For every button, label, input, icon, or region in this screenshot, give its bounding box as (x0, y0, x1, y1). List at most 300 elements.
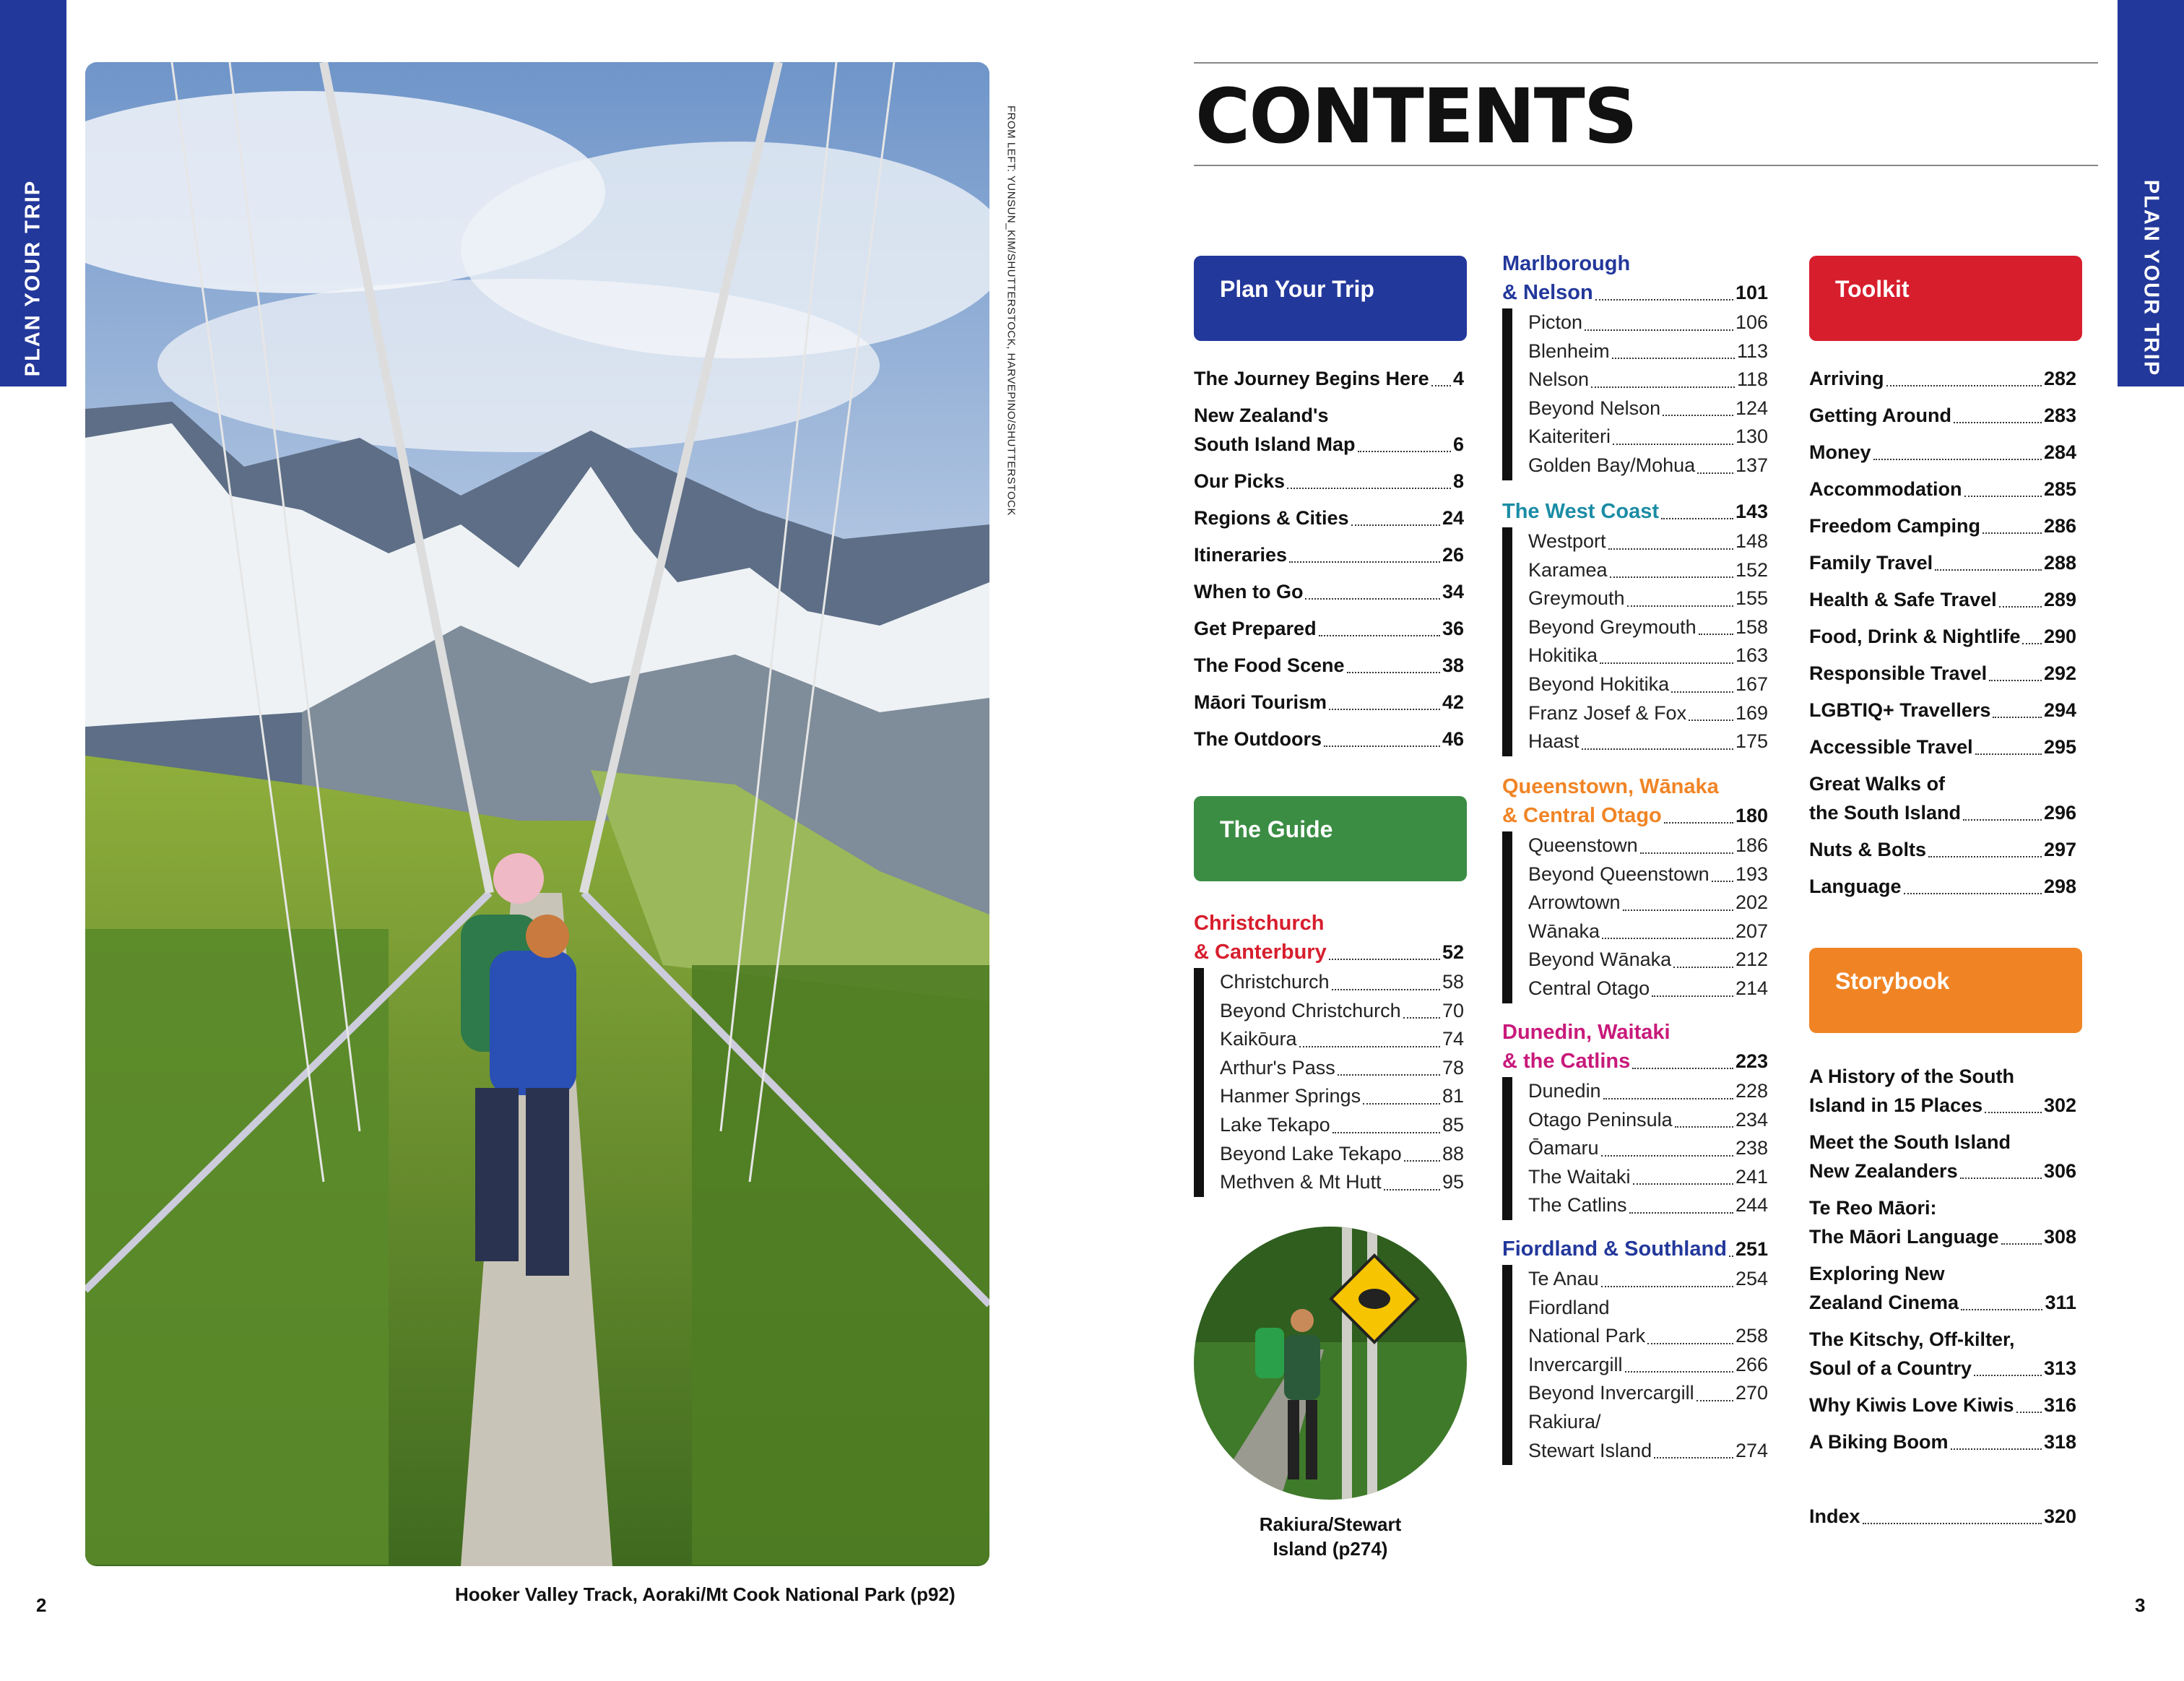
sub-entry-page: 254 (1735, 1268, 1768, 1289)
toc-entry-page: 294 (2043, 699, 2076, 721)
sub-entry-page: 202 (1735, 891, 1768, 914)
dot-leader (1964, 496, 2042, 497)
dot-leader (2022, 643, 2041, 644)
sub-entry-title: National Park (1528, 1325, 1646, 1347)
dot-leader (1873, 459, 2042, 460)
dot-leader (1289, 561, 1440, 563)
sub-entry-title: Arrowtown (1528, 891, 1621, 914)
sub-entry-title: Greymouth (1528, 587, 1625, 610)
region-sub-list (1502, 831, 1768, 1003)
sub-entry-page: 81 (1442, 1085, 1464, 1107)
toc-item (1194, 651, 1464, 680)
dot-leader (1647, 1343, 1733, 1344)
sub-entry[interactable] (1220, 1025, 1464, 1054)
toc-entry-title-line1: Meet the South Island (1809, 1131, 2011, 1153)
sub-entry[interactable] (1220, 997, 1464, 1026)
toc-entry-title-line1: A History of the South (1809, 1066, 2014, 1087)
toc-entry-title: Money (1809, 441, 1871, 463)
sub-entry[interactable] (1528, 975, 1768, 1003)
dot-leader (1601, 1286, 1733, 1287)
toc-item (1194, 614, 1464, 643)
sub-entry[interactable] (1528, 527, 1768, 556)
dot-leader (1712, 881, 1733, 882)
sub-entry[interactable] (1528, 1379, 1768, 1408)
sub-entry-page: 193 (1735, 863, 1768, 885)
toc-entry-page: 284 (2043, 441, 2076, 463)
toc-entry[interactable] (1809, 1091, 2076, 1120)
photo-credit: FROM LEFT: YUNSUN_KIM/SHUTTERSTOCK, HARVEPINO/SHUTTERSTOCK (1005, 105, 1018, 516)
dot-leader (1993, 717, 2042, 718)
toc-entry[interactable] (1809, 696, 2076, 725)
dot-leader (1985, 1112, 2042, 1113)
sub-entry-title: Wānaka (1528, 920, 1600, 942)
toc-entry-page: 42 (1442, 691, 1464, 713)
dot-leader (1351, 524, 1440, 526)
toc-item (1194, 401, 1464, 459)
page-number-right: 3 (2135, 1594, 2146, 1616)
side-tab-right (2118, 0, 2184, 386)
toc-item (1809, 1259, 2076, 1317)
region-heading-title: & the Catlins (1502, 1050, 1631, 1073)
side-tab-left-label: PLAN YOUR TRIP (21, 179, 45, 377)
toc-entry-page: 302 (2043, 1094, 2076, 1116)
toc-entry-title-line1: Te Reo Māori: (1809, 1197, 1937, 1219)
region-heading-title: & Canterbury (1194, 941, 1327, 964)
sub-entry-title: Hokitika (1528, 644, 1598, 667)
sub-entry-page: 175 (1735, 730, 1768, 753)
dot-leader (1332, 989, 1440, 990)
sub-entry-page: 214 (1735, 977, 1768, 999)
sub-entry-title: Franz Josef & Fox (1528, 701, 1687, 724)
sub-entry[interactable] (1528, 831, 1768, 860)
sub-entry-title: Dunedin (1528, 1080, 1601, 1102)
dot-leader (1696, 1400, 1733, 1401)
toc-entry-page: 320 (2043, 1505, 2076, 1527)
sub-entry-page: 270 (1735, 1382, 1768, 1404)
region-heading[interactable] (1502, 497, 1768, 526)
toc-item (1809, 1325, 2076, 1383)
toc-entry-page: 288 (2043, 552, 2076, 574)
toc-entry-page: 308 (2043, 1226, 2076, 1248)
sub-entry-page: 244 (1735, 1194, 1768, 1217)
dot-leader (1664, 822, 1733, 824)
sub-entry[interactable] (1528, 1134, 1768, 1163)
toc-entry[interactable] (1809, 585, 2076, 614)
sub-entry[interactable] (1528, 423, 1768, 451)
sub-entry-title: Golden Bay/Mohua (1528, 454, 1696, 476)
guide-region (1502, 1018, 1768, 1220)
sub-entry-page: 58 (1442, 971, 1464, 993)
sub-entry-page: 169 (1735, 701, 1768, 724)
toc-entry[interactable] (1809, 1427, 2076, 1456)
toc-item (1809, 364, 2076, 393)
sub-entry[interactable] (1528, 556, 1768, 585)
dot-leader (1960, 1177, 2042, 1179)
toc-entry-page: 24 (1442, 507, 1464, 529)
toc-entry[interactable] (1809, 1391, 2076, 1419)
sub-entry-page: 137 (1735, 454, 1768, 476)
sub-entry[interactable] (1528, 699, 1768, 728)
region-heading-title: The West Coast (1502, 500, 1660, 523)
sub-entry-title: Picton (1528, 311, 1583, 333)
region-sub-list (1502, 1265, 1768, 1465)
sub-entry[interactable] (1528, 366, 1768, 394)
sub-entry-page: 155 (1735, 587, 1768, 610)
toc-entry[interactable] (1809, 475, 2076, 504)
region-heading[interactable] (1502, 1235, 1768, 1263)
toc-entry-title: When to Go (1194, 581, 1304, 602)
region-heading[interactable] (1502, 278, 1768, 307)
toc-entry-title: Zealand Cinema (1809, 1292, 1959, 1313)
toc-entry-title: South Island Map (1194, 433, 1356, 455)
sub-entry[interactable] (1528, 860, 1768, 889)
toc-entry-page: 298 (2043, 876, 2076, 897)
sub-entry[interactable] (1528, 584, 1768, 613)
sub-entry-page: 274 (1735, 1439, 1768, 1461)
toc-entry-title: Index (1809, 1505, 1860, 1527)
sub-entry[interactable] (1220, 1054, 1464, 1083)
toc-entry-title: New Zealanders (1809, 1160, 1958, 1182)
region-page: 143 (1735, 501, 1768, 522)
section-the-guide[interactable]: The Guide (1194, 796, 1467, 881)
title-rule (1194, 165, 2098, 166)
region-sub-list (1502, 527, 1768, 756)
toc-entry-page: 6 (1452, 433, 1464, 455)
sub-entry-page: 124 (1735, 397, 1768, 419)
sub-entry-title: Beyond Invercargill (1528, 1382, 1694, 1404)
dot-leader (1299, 1046, 1440, 1047)
dot-leader (1954, 422, 2042, 423)
sub-entry[interactable] (1528, 1106, 1768, 1135)
toc-entry-index[interactable] (1809, 1502, 2076, 1531)
sub-entry-page: 95 (1442, 1171, 1464, 1193)
dot-leader (1975, 753, 2042, 755)
side-tab-left (0, 0, 66, 386)
sub-entry[interactable] (1528, 889, 1768, 917)
toc-item (1194, 467, 1464, 496)
dot-leader (1689, 719, 1733, 721)
toc-entry-title-line1: New Zealand's (1194, 405, 1329, 426)
dot-leader (1632, 1068, 1733, 1069)
page-number-left: 2 (36, 1594, 47, 1616)
dot-leader (1431, 385, 1451, 386)
sub-entry-title: The Waitaki (1528, 1165, 1631, 1188)
sub-entry[interactable] (1528, 308, 1768, 337)
sub-entry[interactable] (1528, 451, 1768, 480)
toc-entry[interactable] (1194, 540, 1464, 569)
sub-entry-title: Kaikōura (1220, 1028, 1297, 1050)
toc-entry-title: Get Prepared (1194, 618, 1317, 639)
sub-entry-title: Invercargill (1528, 1353, 1623, 1375)
toc-entry[interactable] (1194, 577, 1464, 606)
toc-entry-page: 290 (2043, 626, 2076, 647)
toc-entry[interactable] (1194, 651, 1464, 680)
dot-leader (1625, 1371, 1733, 1373)
dot-leader (1663, 415, 1733, 416)
sub-entry-title: Blenheim (1528, 340, 1610, 362)
sub-entry-page: 241 (1735, 1165, 1768, 1188)
section-toolkit[interactable]: Toolkit (1809, 256, 2082, 341)
dot-leader (1601, 1155, 1733, 1157)
sub-entry[interactable] (1528, 670, 1768, 699)
dot-leader (1338, 1074, 1440, 1076)
toc-entry[interactable] (1809, 1288, 2076, 1317)
toc-entry[interactable] (1194, 364, 1464, 393)
sub-entry-title: Karamea (1528, 558, 1608, 581)
toc-entry[interactable] (1194, 725, 1464, 753)
sub-entry-title: Haast (1528, 730, 1580, 753)
toc-entry-title: Island in 15 Places (1809, 1094, 1983, 1116)
top-rule (1194, 62, 2098, 64)
dot-leader (1961, 1309, 2042, 1310)
sub-entry-title: Ōamaru (1528, 1137, 1599, 1159)
toc-entry-title: Accessible Travel (1809, 736, 1973, 758)
toc-item (1809, 401, 2076, 430)
toc-entry-title: A Biking Boom (1809, 1431, 1949, 1453)
sub-entry-page: 118 (1736, 368, 1768, 391)
toc-entry[interactable] (1809, 511, 2076, 540)
toc-item (1809, 733, 2076, 761)
toc-item (1809, 872, 2076, 901)
section-storybook[interactable]: Storybook (1809, 948, 2082, 1033)
toc-entry[interactable] (1809, 835, 2076, 864)
sub-entry-page: 186 (1735, 834, 1768, 856)
toc-entry-page: 282 (2043, 368, 2076, 389)
toc-entry-page: 34 (1442, 581, 1464, 602)
region-heading-line1[interactable]: Queenstown, Wānaka (1502, 775, 1719, 798)
toc-entry[interactable] (1809, 364, 2076, 393)
toc-entry-page: 283 (2043, 405, 2076, 426)
storybook-list (1809, 1062, 2076, 1464)
toc-item (1809, 622, 2076, 651)
dot-leader (1623, 909, 1733, 911)
toc-entry[interactable] (1194, 504, 1464, 532)
dot-leader (1585, 329, 1733, 331)
sub-entry-title: Otago Peninsula (1528, 1108, 1673, 1131)
sub-entry[interactable] (1220, 1168, 1464, 1197)
region-heading[interactable] (1502, 801, 1768, 830)
dot-leader (1404, 1160, 1440, 1162)
region-page: 180 (1735, 805, 1768, 826)
guide-region (1502, 772, 1768, 1003)
sub-entry-title: Hanmer Springs (1220, 1085, 1361, 1107)
toc-entry-page: 295 (2043, 736, 2076, 758)
region-page: 52 (1442, 941, 1464, 963)
toc-entry-page: 296 (2043, 802, 2076, 824)
sub-entry[interactable] (1528, 1265, 1768, 1294)
sub-entry-title-line1: Rakiura/ (1528, 1410, 1601, 1432)
toc-entry[interactable] (1194, 614, 1464, 643)
toc-entry-title: Soul of a Country (1809, 1357, 1972, 1379)
toc-entry[interactable] (1809, 401, 2076, 430)
toc-entry-page: 292 (2043, 662, 2076, 684)
toc-entry[interactable] (1809, 733, 2076, 761)
toc-entry[interactable] (1809, 1354, 2076, 1383)
toc-entry-page: 4 (1452, 368, 1464, 389)
toc-entry-page: 313 (2043, 1357, 2076, 1379)
sub-entry-title: Beyond Queenstown (1528, 863, 1710, 885)
sub-entry-page: 70 (1442, 999, 1464, 1021)
dot-leader (1633, 1183, 1733, 1185)
region-heading-line1[interactable]: Dunedin, Waitaki (1502, 1021, 1670, 1044)
guide-region (1502, 497, 1768, 756)
region-sub-list (1502, 308, 1768, 480)
region-heading-line1[interactable]: Marlborough (1502, 252, 1631, 275)
dot-leader (1627, 605, 1733, 607)
sub-entry[interactable] (1220, 1082, 1464, 1111)
toc-entry-title: Health & Safe Travel (1809, 589, 1997, 610)
dot-leader (1358, 451, 1451, 452)
toc-entry-page: 306 (2043, 1160, 2076, 1182)
region-heading[interactable] (1194, 938, 1464, 967)
toc-entry-title-line1: Great Walks of (1809, 773, 1946, 795)
sub-entry[interactable] (1528, 1163, 1768, 1192)
dot-leader (1697, 472, 1733, 474)
toc-entry-title: Freedom Camping (1809, 515, 1981, 537)
toc-item (1809, 696, 2076, 725)
toc-entry-title: Getting Around (1809, 405, 1951, 426)
sub-entry[interactable] (1528, 727, 1768, 756)
dot-leader (1610, 576, 1733, 578)
toc-item (1809, 1391, 2076, 1419)
dot-leader (1671, 691, 1733, 693)
dot-leader (1287, 488, 1451, 489)
toc-entry-page: 316 (2043, 1394, 2076, 1416)
sub-entry-title: The Catlins (1528, 1194, 1627, 1217)
dot-leader (1935, 569, 2042, 571)
sub-entry-title-line1: Fiordland (1528, 1296, 1610, 1318)
section-plan-your-trip[interactable]: Plan Your Trip (1194, 256, 1467, 341)
sub-entry[interactable] (1528, 641, 1768, 670)
sub-entry-title: Beyond Greymouth (1528, 615, 1696, 638)
sub-entry[interactable] (1528, 394, 1768, 423)
sub-entry[interactable] (1528, 337, 1768, 366)
toc-entry[interactable] (1809, 798, 2076, 827)
region-heading[interactable] (1502, 1047, 1768, 1076)
sub-entry-title: Beyond Nelson (1528, 397, 1661, 419)
dot-leader (1613, 444, 1733, 445)
sub-entry[interactable] (1528, 1437, 1768, 1466)
toc-item (1809, 548, 2076, 577)
toc-entry-title: Arriving (1809, 368, 1884, 389)
dot-leader (1603, 1098, 1733, 1099)
dot-leader (1963, 819, 2042, 821)
sub-entry-page: 238 (1735, 1137, 1768, 1159)
sub-entry[interactable] (1528, 1351, 1768, 1380)
sub-entry[interactable] (1528, 1322, 1768, 1351)
dot-leader (1982, 532, 2042, 534)
toc-entry-title: Family Travel (1809, 552, 1933, 574)
toc-item (1809, 659, 2076, 688)
toc-entry-page: 318 (2043, 1431, 2076, 1453)
sub-entry[interactable] (1220, 1111, 1464, 1140)
toc-entry-title: Regions & Cities (1194, 507, 1349, 529)
toc-entry-title: Why Kiwis Love Kiwis (1809, 1394, 2014, 1416)
sub-entry-page: 212 (1735, 948, 1768, 971)
sub-entry-title: Central Otago (1528, 977, 1650, 999)
sub-entry-page: 152 (1735, 558, 1768, 581)
sub-entry-page: 74 (1442, 1028, 1464, 1050)
dot-leader (1863, 1523, 2042, 1524)
dot-leader (1363, 1103, 1440, 1105)
toc-entry[interactable] (1809, 659, 2076, 688)
dot-leader (1951, 1448, 2042, 1450)
toc-entry-title: LGBTIQ+ Travellers (1809, 699, 1991, 721)
dot-leader (1974, 1375, 2042, 1376)
toc-entry[interactable] (1809, 622, 2076, 651)
sub-entry-title: Beyond Christchurch (1220, 999, 1401, 1021)
dot-leader (1629, 1212, 1733, 1214)
sub-entry-title: Beyond Wānaka (1528, 948, 1672, 971)
toc-entry-title: The Journey Begins Here (1194, 368, 1429, 389)
dot-leader (1652, 995, 1733, 997)
sub-entry-page: 88 (1442, 1142, 1464, 1164)
sub-entry-title: Te Anau (1528, 1268, 1599, 1289)
sub-entry[interactable] (1528, 946, 1768, 975)
sub-entry-page: 163 (1735, 644, 1768, 667)
sub-entry-title: Arthur's Pass (1220, 1056, 1335, 1079)
toc-entry[interactable] (1809, 1157, 2076, 1185)
dot-leader (1673, 967, 1733, 968)
sub-entry-title: Beyond Hokitika (1528, 673, 1670, 695)
sub-entry[interactable] (1220, 1140, 1464, 1169)
toc-entry[interactable] (1809, 872, 2076, 901)
dot-leader (1591, 386, 1735, 388)
toc-entry[interactable] (1194, 688, 1464, 717)
sub-entry[interactable] (1528, 613, 1768, 642)
dot-leader (1608, 548, 1733, 550)
region-heading-title: & Central Otago (1502, 804, 1662, 827)
region-heading-line1[interactable]: Christchurch (1194, 912, 1325, 935)
dot-leader (1329, 959, 1440, 960)
toc-item (1809, 1128, 2076, 1185)
sub-entry-title: Christchurch (1220, 971, 1330, 993)
toc-entry[interactable] (1194, 467, 1464, 496)
dot-leader (1347, 672, 1440, 673)
sub-entry[interactable] (1528, 917, 1768, 946)
toc-entry[interactable] (1809, 1222, 2076, 1251)
toc-entry[interactable] (1809, 548, 2076, 577)
sub-entry-page: 78 (1442, 1056, 1464, 1079)
page-title: CONTENTS (1195, 72, 1637, 160)
toc-item (1194, 504, 1464, 532)
sub-entry-title: Kaiteriteri (1528, 425, 1611, 448)
toc-entry-page: 46 (1442, 728, 1464, 750)
dot-leader (1612, 358, 1735, 359)
toc-entry[interactable] (1809, 438, 2076, 467)
toc-entry-page: 36 (1442, 618, 1464, 639)
toc-entry-page: 8 (1452, 470, 1464, 492)
sub-entry[interactable] (1528, 1077, 1768, 1106)
toc-entry-title: The Māori Language (1809, 1226, 1999, 1248)
sub-entry-page: 207 (1735, 920, 1768, 942)
dot-leader (1675, 1126, 1733, 1128)
dot-leader (1329, 709, 1440, 710)
toc-entry-title: Accommodation (1809, 478, 1962, 500)
sub-entry[interactable] (1528, 1191, 1768, 1220)
toc-item (1194, 688, 1464, 717)
toc-item (1194, 577, 1464, 606)
dot-leader (1989, 680, 2042, 681)
dot-leader (1999, 606, 2042, 608)
toc-item (1809, 475, 2076, 504)
toc-entry[interactable] (1194, 430, 1464, 459)
sub-entry-page: 158 (1735, 615, 1768, 638)
sub-entry-title: Lake Tekapo (1220, 1113, 1330, 1136)
toc-entry-title-line1: Exploring New (1809, 1263, 1945, 1284)
sub-entry-page: 228 (1735, 1080, 1768, 1102)
sub-entry[interactable] (1220, 968, 1464, 997)
